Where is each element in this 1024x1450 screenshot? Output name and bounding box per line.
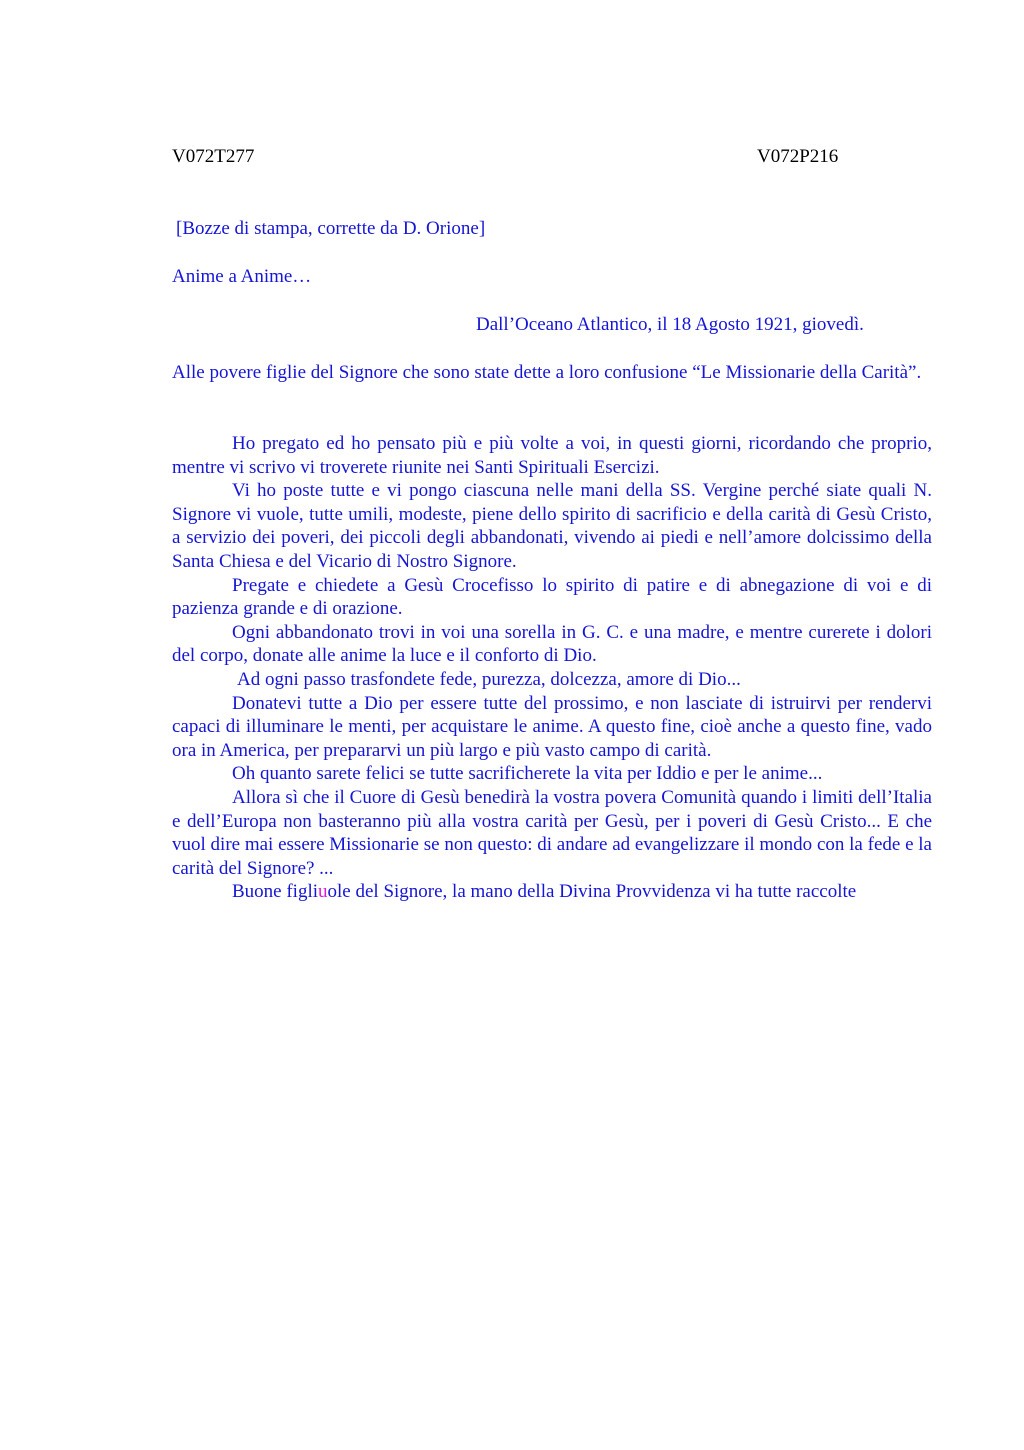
letter-dateline: Dall’Oceano Atlantico, il 18 Agosto 1921, giovedì. bbox=[476, 314, 864, 335]
body-paragraph: Pregate e chiedete a Gesù Crocefisso lo spirito di patire e di abnegazione di voi e di pazienza grande e di orazione. bbox=[172, 574, 932, 620]
body-paragraph-last bbox=[172, 880, 932, 904]
body-paragraph: Donatevi tutte a Dio per essere tutte del prossimo, e non lasciate di istruirvi per rendervi capaci di illuminare le menti, per acquistare le anime. A questo fine, cioè anche a questo fine, vado ora in America, per prepararvi un più largo e più vasto campo di carità. bbox=[172, 692, 932, 761]
letter-address: Alle povere figlie del Signore che sono state dette a loro confusione “Le Missionarie della Carità”. bbox=[172, 362, 922, 383]
volume-page-code: V072P216 bbox=[757, 146, 839, 167]
letter-body bbox=[172, 432, 932, 904]
body-paragraph: Ogni abbandonato trovi in voi una sorella in G. C. e una madre, e mentre curerete i dolori del corpo, donate alle anime la luce e il conforto di Dio. bbox=[172, 621, 932, 667]
highlighted-correction: u bbox=[318, 881, 328, 903]
last-paragraph-text-before: Buone figli bbox=[232, 881, 319, 903]
body-paragraph: Ad ogni passo trasfondete fede, purezza, dolcezza, amore di Dio... bbox=[237, 668, 741, 690]
last-paragraph-text-after: ole del Signore, la mano della Divina Provvidenza vi ha tutte raccolte bbox=[327, 881, 857, 903]
letter-title: Anime a Anime… bbox=[172, 266, 312, 287]
body-paragraph: Vi ho poste tutte e vi pongo ciascuna nelle mani della SS. Vergine perché siate quali N. Signore vi vuole, tutte umili, modeste, piene dello spirito di sacrificio e della carità di Gesù Cristo, a servizio dei poveri, dei piccoli degli abbandonati, vivendo ai piedi e nell’amore dolcissimo della Santa Chiesa e del Vicario di Nostro Signore. bbox=[172, 480, 932, 572]
editorial-note: [Bozze di stampa, corrette da D. Orione] bbox=[176, 218, 486, 239]
volume-text-code: V072T277 bbox=[172, 146, 255, 167]
body-paragraph: Allora sì che il Cuore di Gesù benedirà la vostra povera Comunità quando i limiti dell’Italia e dell’Europa non basteranno più alla vostra carità per Gesù, per i poveri di Gesù Cristo... E che vuol dire mai essere Missionarie se non questo: di andare ad evangelizzare il mondo con la fede e la carità del Signore? ... bbox=[172, 786, 932, 879]
body-paragraph: Oh quanto sarete felici se tutte sacrificherete la vita per Iddio e per le anime... bbox=[232, 763, 823, 785]
body-paragraph: Ho pregato ed ho pensato più e più volte a voi, in questi giorni, ricordando che proprio, mentre vi scrivo vi troverete riunite nei Santi Spirituali Esercizi. bbox=[172, 433, 932, 478]
